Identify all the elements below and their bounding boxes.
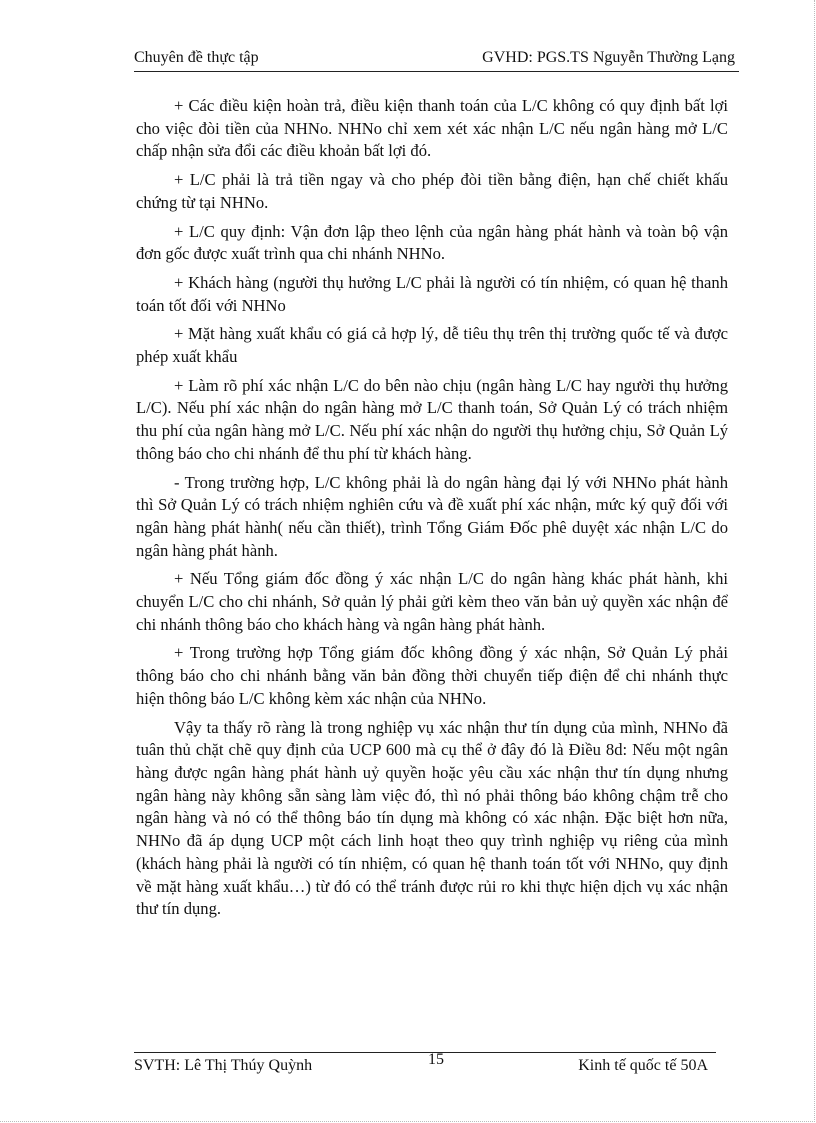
paragraph: + Trong trường hợp Tổng giám đốc không đồng ý xác nhận, Sở Quản Lý phải thông báo cho chi nhánh bằng văn bản đồng thời chuyển tiếp điện để chi nhánh thực hiện thông báo L/C không kèm xác nhận của NHNo.: [136, 643, 728, 708]
body-text: [136, 95, 728, 927]
paragraph: + Làm rõ phí xác nhận L/C do bên nào chịu (ngân hàng L/C hay người thụ hưởng L/C). Nếu phí xác nhận do ngân hàng mở L/C thanh toán, Sở Quản Lý có trách nhiệm thu phí của ngân hàng mở L/C. Nếu phí xác nhận do người thụ hưởng chịu, Sở Quản Lý thông báo cho chi nhánh để thu phí từ khách hàng.: [136, 375, 728, 463]
paragraph: + Khách hàng (người thụ hưởng L/C phải là người có tín nhiệm, có quan hệ thanh toán tốt đối với NHNo: [136, 272, 728, 315]
page-number: 15: [428, 1051, 444, 1068]
header-advisor: GVHD: PGS.TS Nguyễn Thường Lạng: [482, 49, 735, 66]
page-footer: [134, 1052, 716, 1077]
page-header: [134, 49, 739, 72]
paragraph: + L/C phải là trả tiền ngay và cho phép đòi tiền bằng điện, hạn chế chiết khấu chứng từ tại NHNo.: [136, 170, 728, 212]
paragraph: Vậy ta thấy rõ ràng là trong nghiệp vụ xác nhận thư tín dụng của mình, NHNo đã tuân thủ chặt chẽ quy định của UCP 600 mà cụ thể ở đây đó là Điều 8d: Nếu một ngân hàng được ngân hàng phát hành uỷ quyền hoặc yêu cầu xác nhận thư tín dụng nhưng ngân hàng này không sẵn sàng làm việc đó, thì nó phải thông báo không chậm trễ cho ngân hàng và nó có thể thông báo tín dụng mà không có xác nhận. Đặc biệt hơn nữa, NHNo đã áp dụng UCP một cách linh hoạt theo quy trình nghiệp vụ riêng của mình (khách hàng phải là người có tín nhiệm, có quan hệ thanh toán tốt với NHNo, quy định về mặt hàng xuất khẩu…) từ đó có thể tránh được rủi ro khi thực hiện dịch vụ xác nhận thư tín dụng.: [136, 717, 728, 919]
paragraph: + Các điều kiện hoàn trả, điều kiện thanh toán của L/C không có quy định bất lợi cho việc đòi tiền của NHNo. NHNo chỉ xem xét xác nhận L/C nếu ngân hàng mở L/C chấp nhận sửa đổi các điều khoản bất lợi đó.: [136, 96, 728, 161]
footer-student: SVTH: Lê Thị Thúy Quỳnh: [134, 1057, 313, 1074]
paragraph: + L/C quy định: Vận đơn lập theo lệnh của ngân hàng phát hành và toàn bộ vận đơn gốc được xuất trình qua chi nhánh NHNo.: [136, 221, 728, 264]
header-title: Chuyên đề thực tập: [134, 49, 259, 66]
paragraph: + Nếu Tổng giám đốc đồng ý xác nhận L/C do ngân hàng khác phát hành, khi chuyển L/C cho chi nhánh, Sở quản lý phải gửi kèm theo văn bản uỷ quyền xác nhận để chi nhánh thông báo cho khách hàng và ngân hàng phát hành.: [136, 569, 728, 634]
paragraph: - Trong trường hợp, L/C không phải là do ngân hàng đại lý với NHNo phát hành thì Sở Quản Lý có trách nhiệm nghiên cứu và đề xuất phí xác nhận, mức ký quỹ đối với ngân hàng phát hành( nếu cần thiết), trình Tổng Giám Đốc phê duyệt xác nhận L/C do ngân hàng phát hành.: [136, 472, 728, 560]
paragraph: + Mặt hàng xuất khẩu có giá cả hợp lý, dễ tiêu thụ trên thị trường quốc tế và được phép xuất khẩu: [136, 324, 728, 367]
footer-class: Kinh tế quốc tế 50A: [578, 1057, 708, 1074]
